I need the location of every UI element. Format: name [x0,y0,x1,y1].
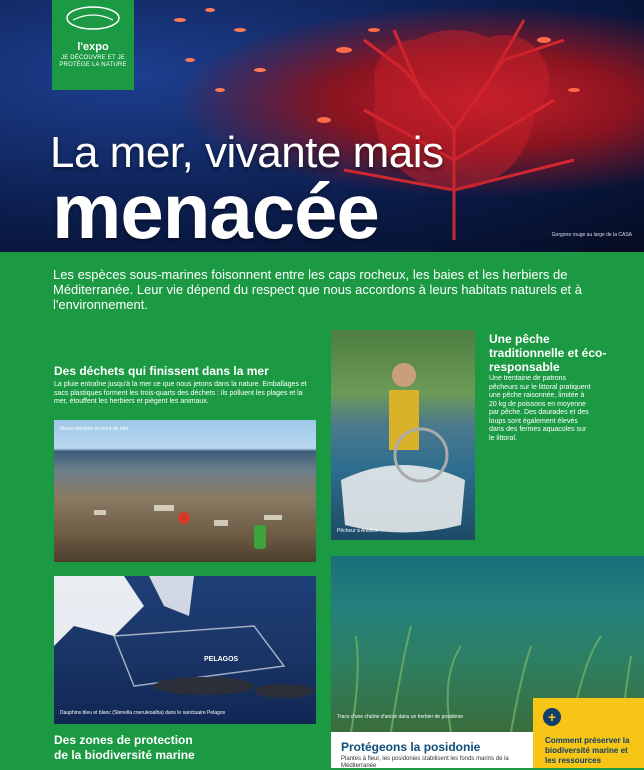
expo-label: l'expo [77,41,109,53]
posidonie-panel [331,732,533,768]
dechets-text: La pluie entraîne jusqu'à la mer ce que nous jetons dans la nature. Emballages et sacs plastiques forment les trois-quarts des déchets : ils polluent les plages et la mer, étouffent les herbiers et piègent les animaux. [54,381,307,405]
aside-box [533,698,644,768]
peche-title: Une pêche traditionnelle et éco-responsable [489,332,607,374]
fisherman-photo [331,330,475,540]
dolphin-map-photo [54,576,316,724]
page-title-line1: La mer, vivante mais [50,128,444,177]
plus-icon: + [543,708,561,726]
expo-badge [52,0,134,90]
casa-logo-icon [65,6,121,30]
map-label: PELAGOS [204,656,239,663]
beach-photo-caption: Macro-déchets en bord de mer [60,426,129,432]
hero-banner [0,0,644,252]
hero-photo-caption: Gorgone rouge au large de la CASA [551,232,632,238]
posidonie-title: Protégeons la posidonie [341,740,481,754]
peche-text: Une trentaine de patrons pêcheurs sur le littoral pratiquent une pêche raisonnée, limitée à 20 kg de poissons en moyenne par pêche. Des daurades et des loups sont également élevés dans des fermes aquacoles sur le littoral. [489,375,591,442]
dolphin-photo-caption: Dauphins bleu et blanc (Stenella coeruleoalba) dans le sanctuaire Pelagos [60,710,226,716]
aside-text: Comment préserver la biodiversité marine et les ressources [545,736,630,765]
intro-paragraph: Les espèces sous-marines foisonnent entre les caps rocheux, les baies et les herbiers de Méditerranée. Leur vie dépend du respect que nous accordons à leurs habitats naturels et à l'environnement. [53,267,583,312]
seagrass-photo-caption: Trace d'une chaîne d'ancre dans un herbier de posidonie [337,714,463,720]
fish-school-illustration [160,0,280,120]
posidonie-text: Plantes à fleur, les posidonies stabilisent les fonds marins de la Méditerranée [341,756,509,769]
zones-title-line2: de la biodiversité marine [54,748,195,762]
dechets-title: Des déchets qui finissent dans la mer [54,364,269,378]
fisher-photo-caption: Pêcheur à Antibes [337,528,378,534]
page-title-line2: menacée [52,167,379,252]
expo-subtitle: JE DÉCOUVRE ET JE PROTÈGE LA NATURE [59,55,127,68]
zones-title-line1: Des zones de protection [54,733,193,747]
beach-waste-photo [54,420,316,562]
